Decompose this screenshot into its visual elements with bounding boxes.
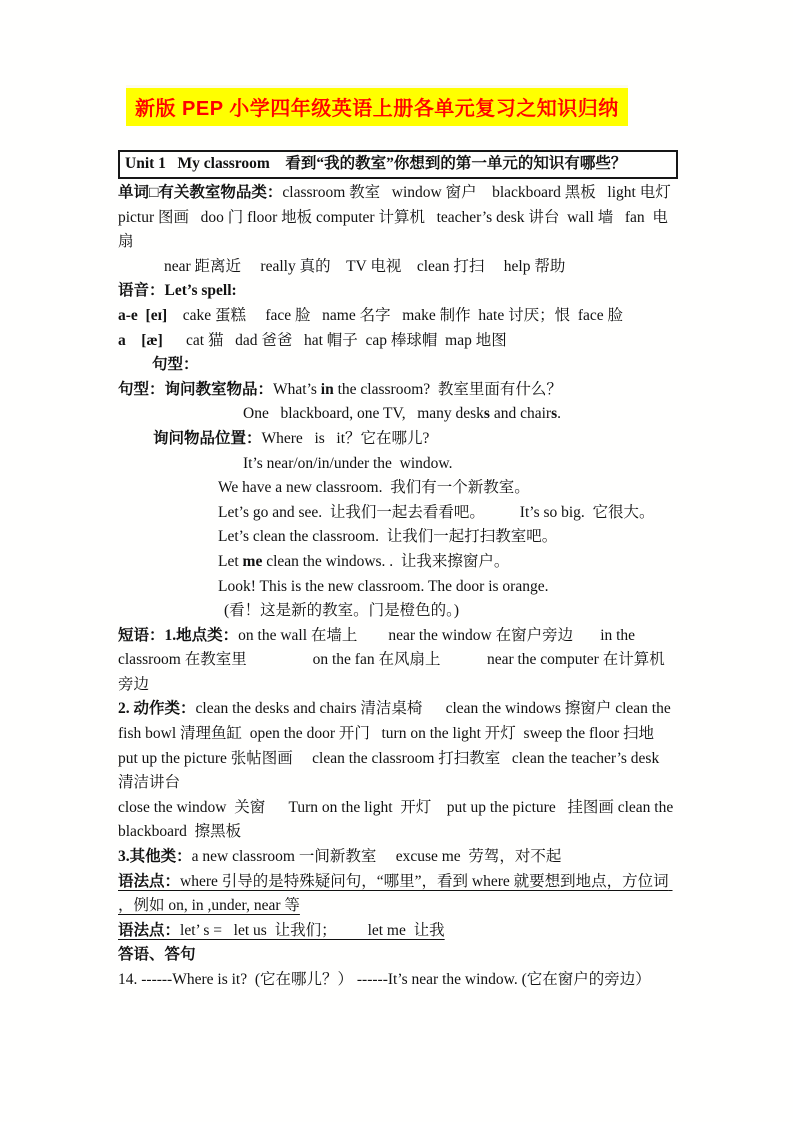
text: close the window 关窗 Turn on the light 开灯 put up the picture 挂图画 clean the blackboard 擦黑板 bbox=[118, 798, 678, 841]
pattern-answer-location bbox=[118, 452, 678, 477]
phrases-action bbox=[118, 697, 678, 795]
words-extra bbox=[118, 255, 678, 280]
bold-text: 句型：询问教室物品： bbox=[118, 380, 274, 398]
bold-text: me bbox=[242, 552, 263, 570]
bold-text: 有关教室物品类： bbox=[158, 184, 283, 201]
sentence-clean-classroom bbox=[118, 525, 678, 550]
answers-heading bbox=[118, 943, 678, 968]
sentence-look-translation bbox=[118, 599, 678, 624]
sentence-go-and-see bbox=[118, 501, 678, 526]
text: clean the windows. . 让我来擦窗户。 bbox=[262, 552, 510, 570]
text: . bbox=[557, 405, 561, 423]
text: Let bbox=[218, 552, 243, 570]
text: classroom 教室 window 窗户 blackboard 黑板 light 电灯 pictur 图画 doo 门 floor 地板 computer 计算机 teacher’s desk 讲台 wall 墙 fan 电扇 bbox=[118, 184, 683, 251]
text bbox=[270, 155, 286, 172]
bold-text: 语音：Let’s spell: bbox=[118, 282, 237, 300]
phonics-heading bbox=[118, 279, 678, 304]
pattern-answer-items bbox=[118, 402, 678, 427]
text: 14. ------Where is it? (它在哪儿？） ------It’s near the window. (它在窗户的旁边） bbox=[118, 971, 651, 988]
text: Look! This is the new classroom. The door is orange. bbox=[218, 577, 549, 595]
bold-text: 语法点： bbox=[118, 921, 181, 939]
text: on the wall 在墙上 near the window 在窗户旁边 in the classroom 在教室里 on the fan 在风扇上 near the computer 在计算机旁边 bbox=[118, 626, 665, 693]
bold-text: 单词 bbox=[118, 184, 150, 201]
text: the classroom? 教室里面有什么？ bbox=[333, 380, 562, 398]
bold-text: 短语：1.地点类： bbox=[118, 626, 239, 644]
pattern-ask-location bbox=[118, 427, 678, 452]
text: Where is it？它在哪儿? bbox=[261, 429, 430, 447]
bold-text: 句型： bbox=[152, 356, 199, 374]
grammar-point-where bbox=[118, 870, 678, 919]
text: a new classroom 一间新教室 excuse me 劳驾，对不起 bbox=[191, 848, 562, 866]
text: □ bbox=[149, 184, 159, 201]
text: cat 猫 dad 爸爸 hat 帽子 cap 棒球帽 map 地图 bbox=[162, 331, 507, 349]
sentence-look-new-classroom bbox=[118, 575, 678, 600]
sentence-new-classroom bbox=[118, 476, 678, 501]
sentence-let-me-clean bbox=[118, 550, 678, 575]
bold-text: a [æ] bbox=[118, 331, 163, 349]
phrases-other bbox=[118, 845, 678, 870]
document-content bbox=[118, 88, 683, 993]
text: where 引导的是特殊疑问句，“哪里”，看到 where 就要想到地点，方位词 ，例如 on, in ,under, near 等 bbox=[118, 872, 673, 915]
pattern-ask-items bbox=[118, 378, 678, 403]
phrases-action-extra bbox=[118, 796, 678, 845]
bold-text: s bbox=[483, 405, 490, 423]
text: clean the desks and chairs 清洁桌椅 clean the windows 擦窗户 clean the fish bowl 清理鱼缸 open the door 开门 turn on the light 开灯 sweep the floor 扫地 put up the picture 张帖图画 clean the classroom 打扫教室 clean the teacher’s desk 清洁讲台 bbox=[118, 700, 675, 792]
text: and chair bbox=[489, 405, 552, 423]
document-title: 新版 PEP 小学四年级英语上册各单元复习之知识归纳 bbox=[126, 88, 628, 126]
bold-text: in bbox=[320, 380, 334, 398]
unit1-header bbox=[118, 150, 678, 179]
text: What’s bbox=[273, 380, 321, 398]
bold-text: a-e [eɪ] bbox=[118, 306, 168, 324]
text: One blackboard, one TV, many desk bbox=[243, 405, 484, 423]
body-text bbox=[118, 181, 683, 993]
text: near 距离近 really 真的 TV 电视 clean 打扫 help 帮助 bbox=[164, 257, 566, 275]
bold-text: 语法点： bbox=[118, 872, 181, 890]
text: Let’s go and see. 让我们一起去看看吧。 It’s so big. 它很大。 bbox=[218, 503, 655, 521]
text: let’ s = let us 让我们； let me 让我 bbox=[180, 921, 445, 939]
bold-text: 2. 动作类： bbox=[118, 700, 196, 718]
phrases-location bbox=[118, 624, 678, 698]
bold-text: 询问物品位置： bbox=[153, 429, 262, 447]
bold-text: 3.其他类： bbox=[118, 848, 192, 866]
text: We have a new classroom. 我们有一个新教室。 bbox=[218, 479, 530, 497]
phonics-a bbox=[118, 329, 678, 354]
text: cake 蛋糕 face 脸 name 名字 make 制作 hate 讨厌；恨 face 脸 bbox=[167, 306, 624, 324]
text: It’s near/on/in/under the window. bbox=[243, 454, 453, 472]
text: (看！这是新的教室。门是橙色的。) bbox=[224, 602, 460, 620]
bold-text: 看到“我的教室”你想到的第一单元的知识有哪些？ bbox=[285, 155, 627, 172]
text: Let’s clean the classroom. 让我们一起打扫教室吧。 bbox=[218, 528, 558, 546]
grammar-point-lets bbox=[118, 919, 678, 944]
words-classroom-items bbox=[118, 181, 683, 255]
bold-text: Unit 1 My classroom bbox=[125, 155, 270, 172]
bold-text: 答语、答句 bbox=[118, 946, 196, 964]
answer-14 bbox=[118, 968, 678, 993]
bold-text: s bbox=[551, 405, 558, 423]
sentence-pattern-label bbox=[118, 353, 678, 378]
phonics-a-e bbox=[118, 304, 678, 329]
